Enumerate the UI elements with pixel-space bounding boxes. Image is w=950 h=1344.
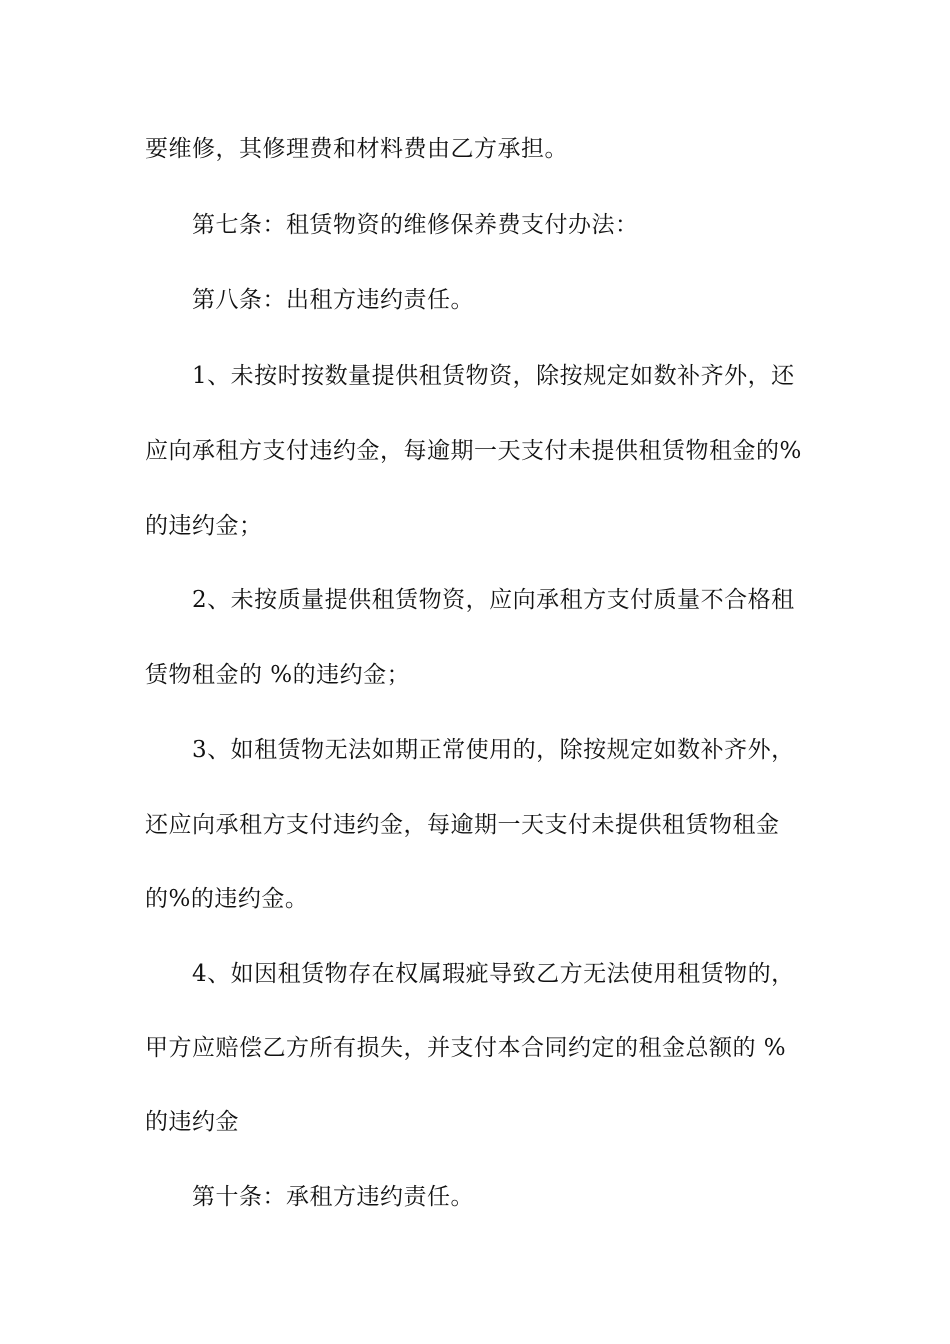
clause-4-line-3: 的违约金: [145, 1109, 239, 1135]
clause-2-line-1: 2、未按质量提供租赁物资，应向承租方支付质量不合格租: [192, 587, 795, 613]
clause-2-line-2: 赁物租金的 %的违约金；: [145, 662, 411, 688]
text-line: 要维修，其修理费和材料费由乙方承担。: [145, 136, 568, 162]
clause-4-line-1: 4、如因租赁物存在权属瑕疵导致乙方无法使用租赁物的，: [192, 961, 795, 987]
clause-4-line-2: 甲方应赔偿乙方所有损失，并支付本合同约定的租金总额的 %: [145, 1035, 787, 1061]
article-7-heading: 第七条：租赁物资的维修保养费支付办法：: [192, 212, 639, 238]
clause-3-line-1: 3、如租赁物无法如期正常使用的，除按规定如数补齐外，: [192, 737, 795, 763]
clause-3-line-3: 的%的违约金。: [145, 886, 309, 912]
article-8-heading: 第八条：出租方违约责任。: [192, 287, 474, 313]
clause-1-line-2: 应向承租方支付违约金，每逾期一天支付未提供租赁物租金的%: [145, 438, 802, 464]
clause-1-line-1: 1、未按时按数量提供租赁物资，除按规定如数补齐外，还: [192, 363, 795, 389]
clause-3-line-2: 还应向承租方支付违约金，每逾期一天支付未提供租赁物租金: [145, 812, 780, 838]
clause-1-line-3: 的违约金；: [145, 513, 263, 539]
article-10-heading: 第十条：承租方违约责任。: [192, 1184, 474, 1210]
